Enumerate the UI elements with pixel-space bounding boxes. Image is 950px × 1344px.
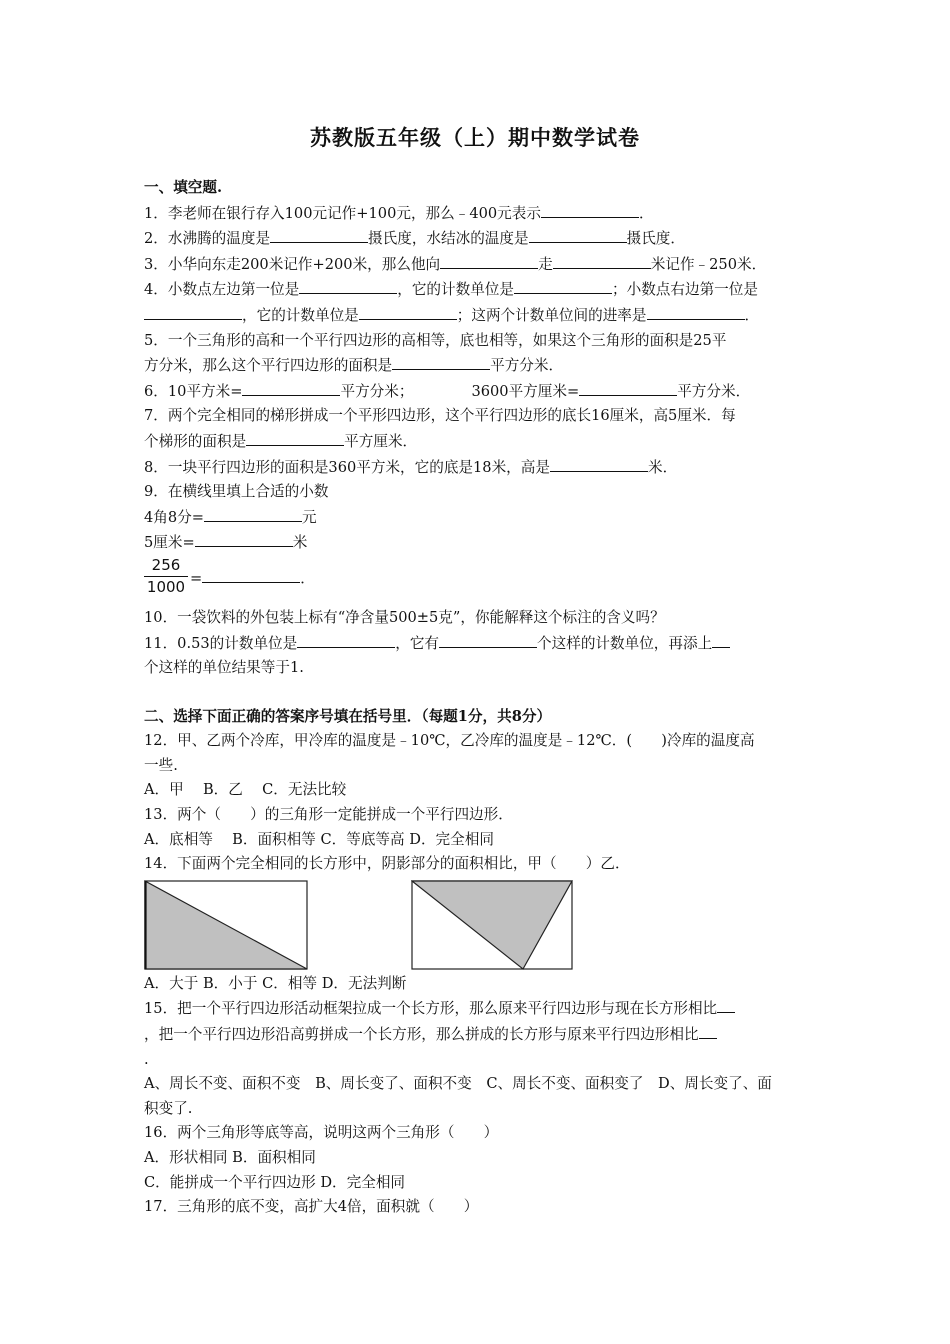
question-7-cont: 个梯形的面积是 平方厘米． bbox=[144, 429, 809, 455]
rectangle-figure-yi bbox=[411, 880, 577, 972]
page-title: 苏教版五年级（上）期中数学试卷 bbox=[310, 125, 640, 150]
exam-content bbox=[144, 176, 809, 1220]
answer-blank[interactable] bbox=[440, 252, 538, 269]
rectangle-figure-jia bbox=[144, 880, 310, 972]
answer-blank[interactable] bbox=[297, 631, 395, 648]
question-12: 12．甲、乙两个冷库，甲冷库的温度是﹣10℃，乙冷库的温度是﹣12℃．( )冷库的温度高 bbox=[144, 732, 755, 750]
question-16: 16．两个三角形等底等高，说明这两个三角形（ ） bbox=[144, 1124, 499, 1142]
fraction bbox=[144, 556, 188, 597]
question-5-cont: 方分米，那么这个平行四边形的面积是 平方分米． bbox=[144, 353, 809, 379]
question-9-row-3: 256 1000 = ． bbox=[144, 556, 809, 606]
question-14-options: A．大于 B．小于 C．相等 D．无法判断 bbox=[144, 974, 407, 992]
question-6: 6．10平方米= 平方分米； 3600平方厘米= 平方分米． bbox=[144, 379, 809, 405]
answer-blank[interactable] bbox=[647, 303, 745, 320]
question-7: 7．两个完全相同的梯形拼成一个平形四边形，这个平行四边形的底长16厘米，高5厘米．每 bbox=[144, 407, 736, 425]
answer-blank[interactable] bbox=[246, 429, 344, 446]
question-17: 17．三角形的底不变，高扩大4倍，面积就（ ） bbox=[144, 1198, 479, 1216]
section-heading-multiple-choice: 二、选择下面正确的答案序号填在括号里．（每题1分，共8分） bbox=[144, 707, 552, 725]
question-8: 8．一块平行四边形的面积是360平方米，它的底是18米，高是 米． bbox=[144, 455, 809, 481]
answer-blank[interactable] bbox=[202, 566, 300, 583]
question-5: 5．一个三角形的高和一个平行四边形的高相等，底也相等，如果这个三角形的面积是25平 bbox=[144, 331, 727, 349]
answer-blank[interactable] bbox=[299, 277, 397, 294]
answer-blank[interactable] bbox=[195, 530, 293, 547]
answer-blank[interactable] bbox=[529, 226, 627, 243]
question-3: 3．小华向东走200米记作+200米，那么他向 走 米记作﹣250米． bbox=[144, 252, 809, 278]
question-16-options-2: C．能拼成一个平行四边形 D．完全相同 bbox=[144, 1173, 406, 1191]
question-15-cont: ，把一个平行四边形沿高剪拼成一个长方形，那么拼成的长方形与原来平行四边形相比 bbox=[144, 1022, 809, 1048]
question-15-end: . bbox=[144, 1050, 149, 1068]
question-2: 2．水沸腾的温度是 摄氏度，水结冰的温度是 摄氏度． bbox=[144, 226, 809, 252]
question-9-row-1: 4角8分= 元 bbox=[144, 505, 809, 531]
answer-blank[interactable] bbox=[717, 996, 735, 1013]
question-15-options-cont: 积变了. bbox=[144, 1099, 193, 1117]
question-14-figures bbox=[144, 880, 809, 972]
answer-blank[interactable] bbox=[242, 379, 340, 396]
answer-blank[interactable] bbox=[270, 226, 368, 243]
question-11: 11．0.53的计数单位是 ，它有 个这样的计数单位，再添上 bbox=[144, 631, 809, 657]
question-14: 14．下面两个完全相同的长方形中，阴影部分的面积相比，甲（ ）乙． bbox=[144, 855, 630, 873]
answer-blank[interactable] bbox=[204, 505, 302, 522]
section-heading-fill-in: 一、填空题. bbox=[144, 179, 223, 196]
answer-blank[interactable] bbox=[359, 303, 457, 320]
question-9-row-2: 5厘米= 米 bbox=[144, 530, 809, 556]
question-11-cont: 个这样的单位结果等于1. bbox=[144, 659, 304, 677]
answer-blank[interactable] bbox=[712, 631, 730, 648]
answer-blank[interactable] bbox=[550, 455, 648, 472]
fraction-numerator: 256 bbox=[151, 555, 181, 574]
fraction-denominator: 1000 bbox=[146, 577, 186, 596]
question-15-options: A、周长不变、面积不变 B、周长变了、面积不变 C、周长不变、面积变了 D、周长变了、面 bbox=[144, 1075, 772, 1093]
answer-blank[interactable] bbox=[392, 353, 490, 370]
question-4-cont: ，它的计数单位是 ；这两个计数单位间的进率是 ． bbox=[144, 303, 809, 329]
question-15: 15．把一个平行四边形活动框架拉成一个长方形，那么原来平行四边形与现在长方形相比 bbox=[144, 996, 809, 1022]
question-13: 13．两个（ ）的三角形一定能拼成一个平行四边形． bbox=[144, 806, 513, 824]
question-16-options-1: A．形状相同 B．面积相同 bbox=[144, 1149, 316, 1166]
answer-blank[interactable] bbox=[699, 1022, 717, 1039]
question-1: 1．李老师在银行存入100元记作+100元，那么﹣400元表示 ． bbox=[144, 201, 809, 227]
question-4: 4．小数点左边第一位是 ，它的计数单位是 ；小数点右边第一位是 bbox=[144, 277, 809, 303]
question-13-options: A．底相等 B．面积相等 C．等底等高 D．完全相同 bbox=[144, 830, 494, 848]
answer-blank[interactable] bbox=[514, 277, 612, 294]
question-12-cont: 一些. bbox=[144, 756, 178, 774]
answer-blank[interactable] bbox=[541, 201, 639, 218]
answer-blank[interactable] bbox=[144, 303, 242, 320]
question-12-options: A．甲 B．乙 C．无法比较 bbox=[144, 781, 347, 799]
question-9: 9．在横线里填上合适的小数 bbox=[144, 483, 329, 501]
answer-blank[interactable] bbox=[553, 252, 651, 269]
answer-blank[interactable] bbox=[439, 631, 537, 648]
question-10: 10．一袋饮料的外包装上标有“净含量500±5克”，你能解释这个标注的含义吗？ bbox=[144, 608, 665, 626]
answer-blank[interactable] bbox=[579, 379, 677, 396]
